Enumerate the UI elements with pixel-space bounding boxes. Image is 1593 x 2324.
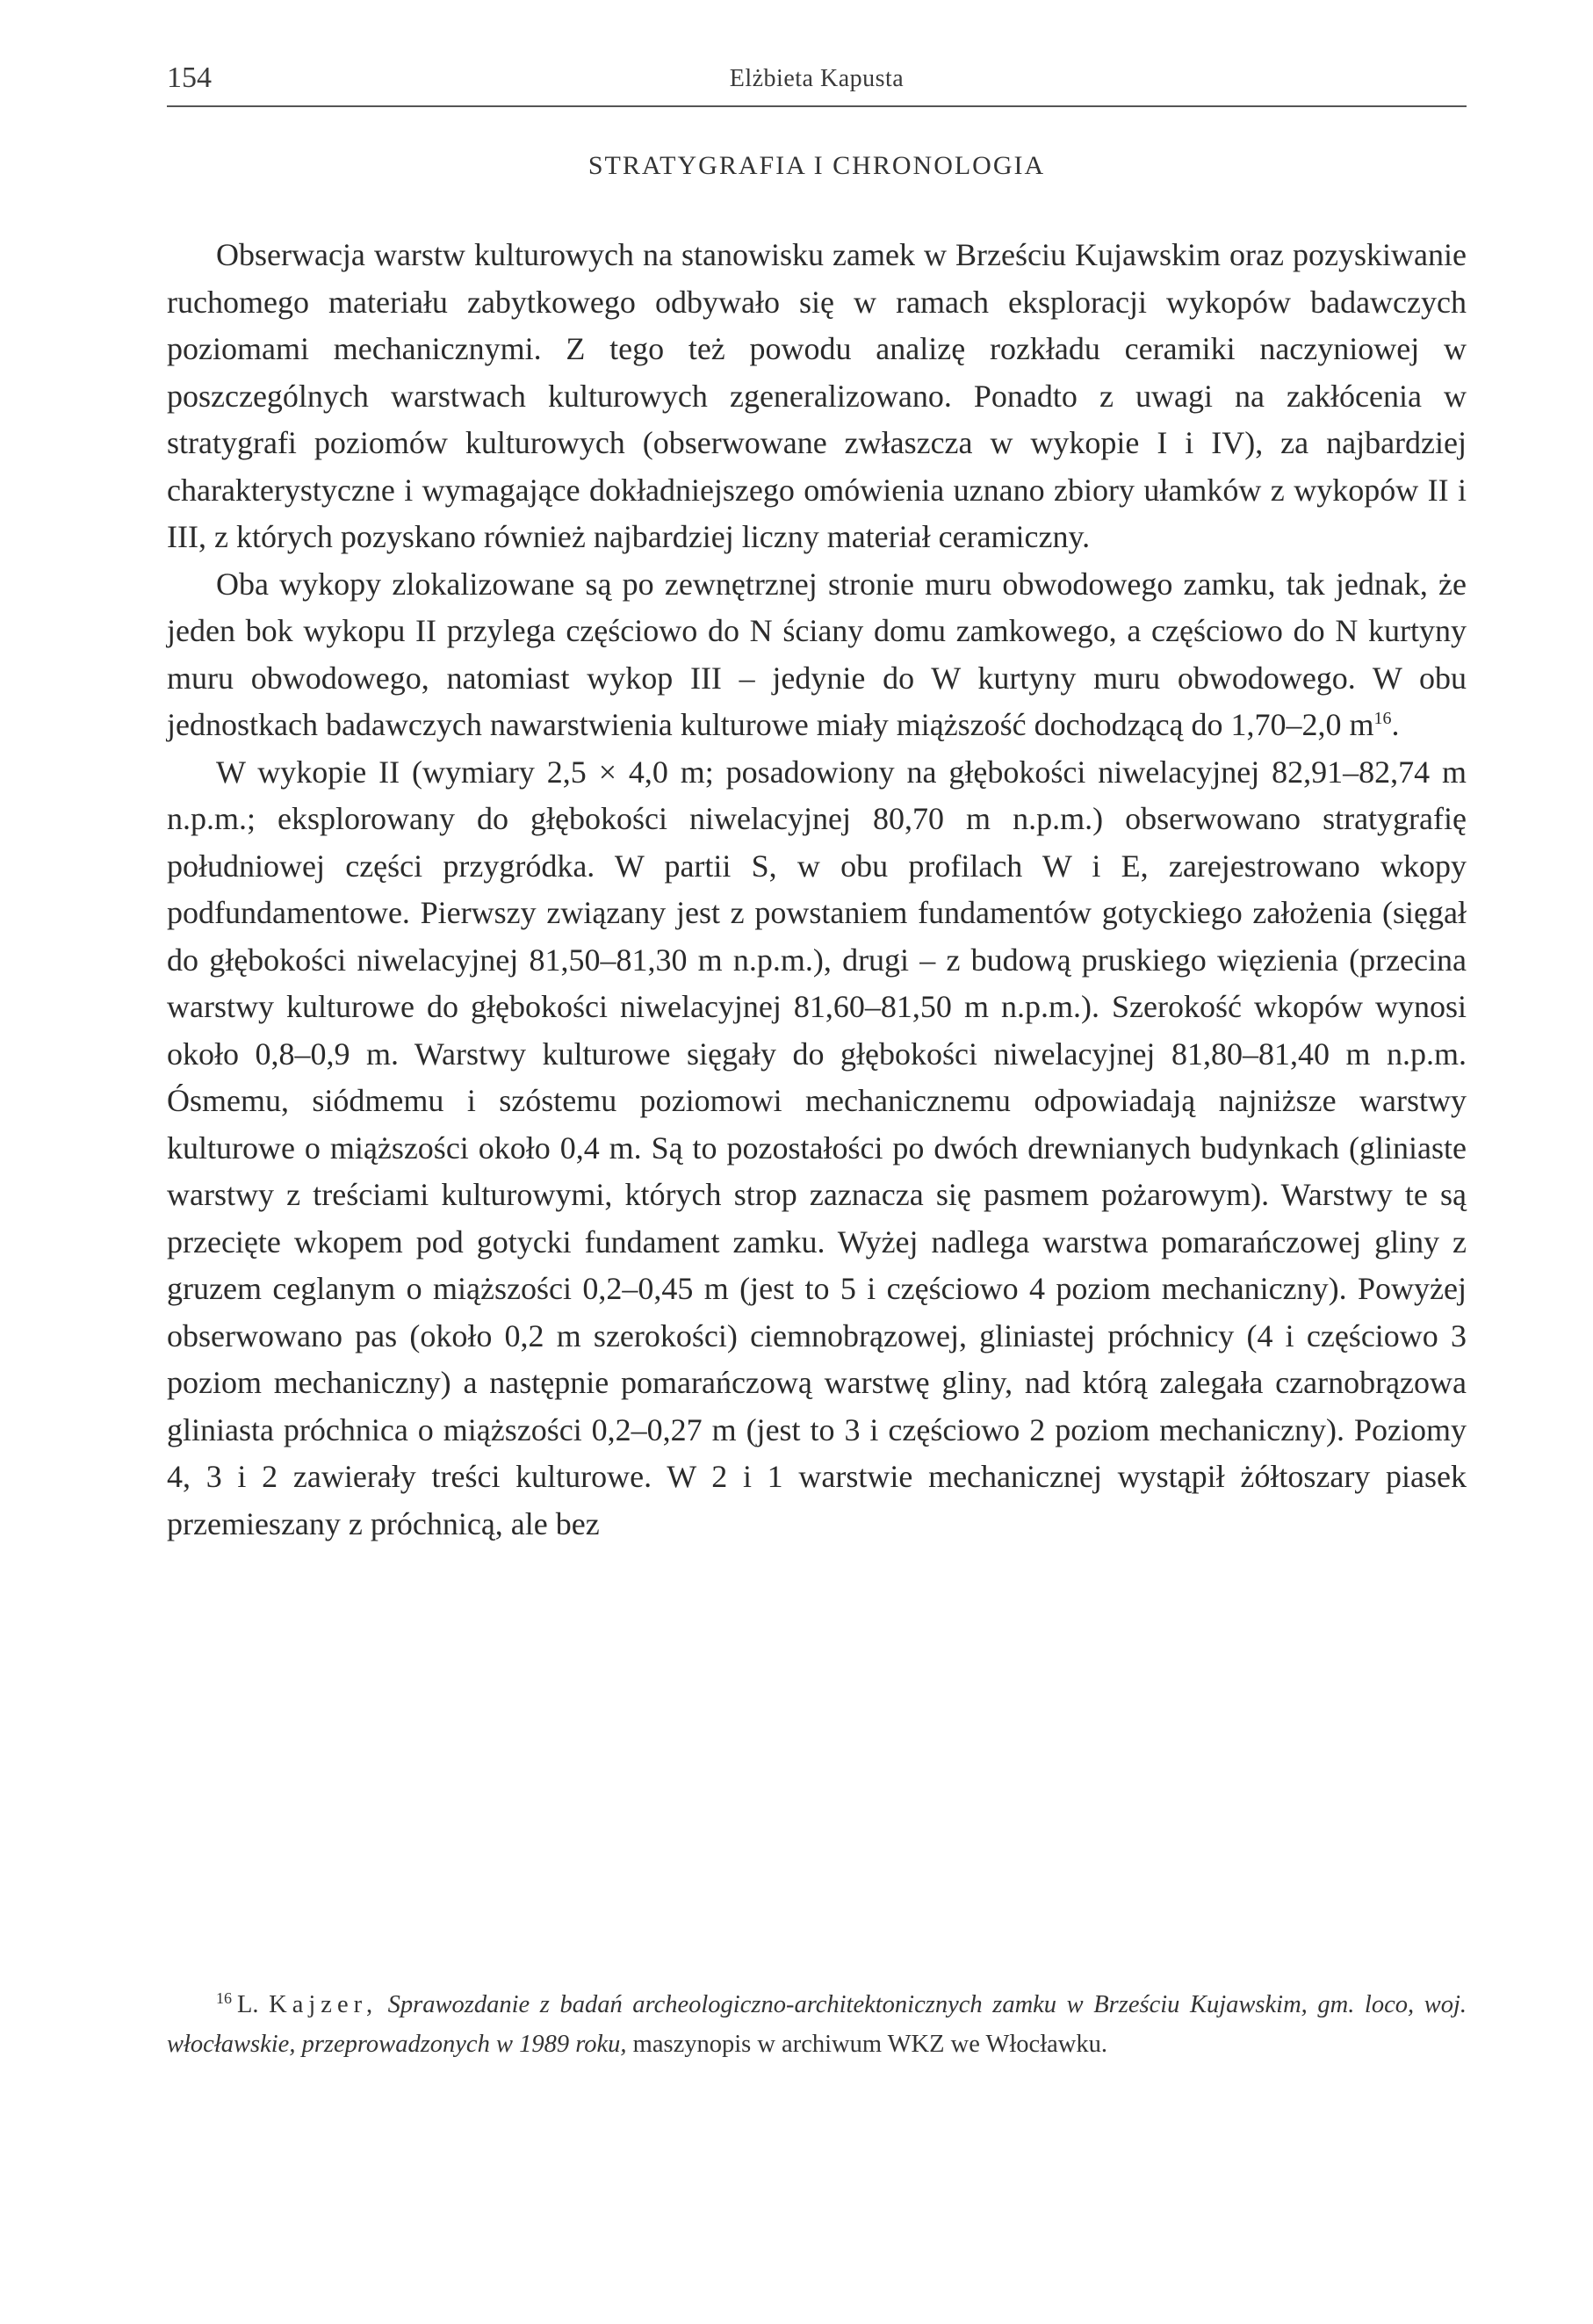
running-header — [167, 53, 1467, 107]
document-page — [167, 53, 1467, 2284]
footnote-title: Sprawozdanie z badań archeologiczno-architektonicznych zamku w Brześciu Kujawskim, gm. loco, woj. włocławskie, przeprowadzonych w 1989 roku, — [167, 1991, 1467, 2058]
paragraph-text: Oba wykopy zlokalizowane są po zewnętrznej stronie muru obwodowego zamku, tak jednak, że jeden bok wykopu II przylega częściowo do N ściany domu zamkowego, a częściowo do N kurtyny muru obwodowego, natomiast wykop III – jedynie do W kurtyny muru obwodowego. W obu jednostkach badawczych nawarstwienia kulturowe miały miąższość dochodzącą do 1,70–2,0 m — [167, 566, 1467, 742]
paragraph-text-end: . — [1391, 707, 1400, 742]
footnote-author-initial: L. — [237, 1991, 259, 2018]
running-header-author: Elżbieta Kapusta — [729, 65, 905, 92]
page-number: 154 — [167, 61, 212, 94]
body-text — [167, 232, 1467, 1548]
footnotes — [167, 1985, 1467, 2064]
paragraph — [167, 232, 1467, 561]
paragraph — [167, 561, 1467, 749]
footnote-number: 16 — [216, 1988, 232, 2007]
footnote-rest: maszynopis w archiwum WKZ we Włocławku. — [632, 2031, 1107, 2058]
paragraph-text: Obserwacja warstw kulturowych na stanowisku zamek w Brześciu Kujawskim oraz pozyskiwanie ruchomego materiału zabytkowego odbywało się w ramach eksploracji wykopów badawczych poziomami mechanicznymi. Z tego też powodu analizę rozkładu ceramiki naczyniowej w poszczególnych warstwach kulturowych zgeneralizowano. Ponadto z uwagi na zakłócenia w stratygrafi poziomów kulturowych (obserwowane zwłaszcza w wykopie I i IV), za najbardziej charakterystyczne i wymagające dokładniejszego omówienia uznano zbiory ułamków z wykopów II i III, z których pozyskano również najbardziej liczny materiał ceramiczny. — [167, 237, 1467, 554]
paragraph-text: W wykopie II (wymiary 2,5 × 4,0 m; posadowiony na głębokości niwelacyjnej 82,91–82,74 m n.p.m.; eksplorowany do głębokości niwelacyjnej 80,70 m n.p.m.) obserwowano stratygrafię południowej części przygródka. W partii S, w obu profilach W i E, zarejestrowano wkopy podfundamentowe. Pierwszy związany jest z powstaniem fundamentów gotyckiego założenia (sięgał do głębokości niwelacyjnej 81,50–81,30 m n.p.m.), drugi – z budową pruskiego więzienia (przecina warstwy kulturowe do głębokości niwelacyjnej 81,60–81,50 m n.p.m.). Szerokość wkopów wynosi około 0,8–0,9 m. Warstwy kulturowe sięgały do głębokości niwelacyjnej 81,80–81,40 m n.p.m. Ósmemu, siódmemu i szóstemu poziomowi mechanicznemu odpowiadają najniższe warstwy kulturowe o miąższości około 0,4 m. Są to pozostałości po dwóch drewnianych budynkach (gliniaste warstwy z treściami kulturowymi, których strop zaznacza się pasmem pożarowym). Warstwy te są przecięte wkopem pod gotycki fundament zamku. Wyżej nadlega warstwa pomarańczowej gliny z gruzem ceglanym o miąższości 0,2–0,45 m (jest to 5 i częściowo 4 poziom mechaniczny). Powyżej obserwowano pas (około 0,2 m szerokości) ciemnobrązowej, gliniastej próchnicy (4 i częściowo 3 poziom mechaniczny) a następnie pomarańczową warstwę gliny, nad którą zalegała czarnobrązowa gliniasta próchnica o miąższości 0,2–0,27 m (jest to 3 i częściowo 2 poziom mechaniczny). Poziomy 4, 3 i 2 zawierały treści kulturowe. W 2 i 1 warstwie mechanicznej wystąpił żółtoszary piasek przemieszany z próchnicą, ale bez — [167, 754, 1467, 1541]
footnote-author-surname: Kajzer, — [269, 1991, 378, 2018]
footnote — [167, 1985, 1467, 2064]
paragraph — [167, 749, 1467, 1548]
footnote-reference[interactable]: 16 — [1373, 709, 1392, 728]
section-title: STRATYGRAFIA I CHRONOLOGIA — [587, 151, 1046, 180]
